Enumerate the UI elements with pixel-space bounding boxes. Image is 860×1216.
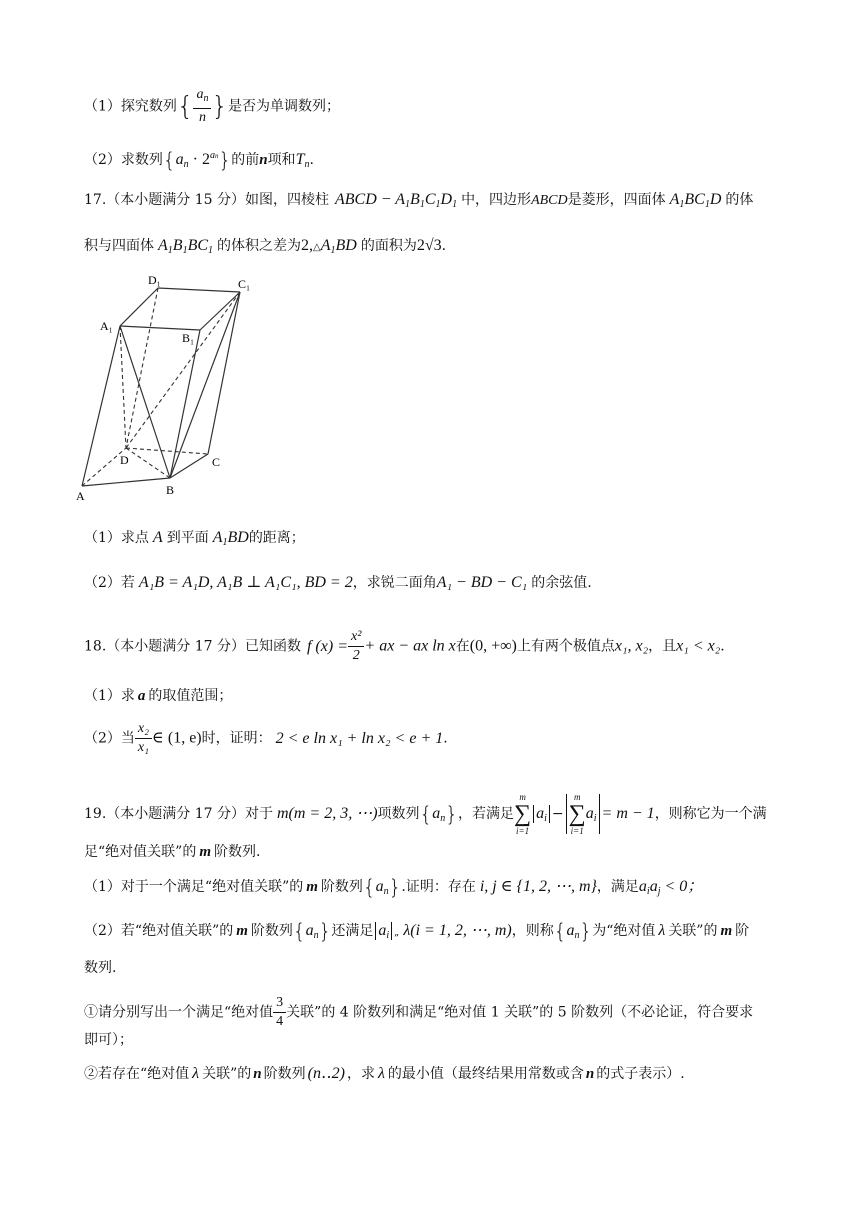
edge-A1D1 [120,288,158,326]
edge-DD1 [126,288,158,448]
edge-BB1 [170,330,200,478]
edge-D1C1 [158,288,240,292]
q19-product: $a_ia_j$ [638,878,661,897]
q16-fraction: $\frac{a_n}{n}$ [193,86,211,127]
q19-c1-cont: 即可）； [84,1032,133,1048]
q16-part1 [84,86,340,127]
edge-C1B [170,292,240,478]
q19-line1: 19.（本小题满分 17 分）对于 m(m = 2, 3, ⋯)项数列$\{a_n\}$，若满足m ∑ $i=1a_i -m$ ∑ $i=1a_i = m - 1$，则称它为一个满 [84,792,767,836]
edge-DC [126,448,208,454]
q17-part2: （2）若 A₁B = A₁D, A₁B ⊥ A₁C₁, BD = 2，求锐二面角A₁ − BD − C₁ 的余弦值. [84,574,592,591]
edge-AB [82,478,170,486]
right-brace: } [211,91,229,122]
prism-figure [70,268,270,510]
q16-part1-suffix: 是否为单调数列； [228,98,341,115]
q16-part2: （2）求数列$\{a_n \cdot 2^{an}\}$的前n项和$T_n$. [84,148,314,172]
edge-BC [170,454,208,478]
q16-part1-prefix: （1）探究数列 [84,98,177,115]
label-D: D [120,453,129,467]
q18-part2-fraction: $\frac{\text{x₂}}{\text{x₁}}$ [135,720,152,757]
q19-cont: 数列. [84,960,117,976]
label-A: A [76,489,85,503]
edge-C1D [126,292,240,448]
edge-A1B1 [120,326,200,330]
q18-fraction: $\frac{\text{x²}}{2}$ [348,628,364,665]
left-brace: { [176,91,194,122]
sum-abs: m ∑ i=1 [514,792,532,836]
q17-line2: 积与四面体 $A_1B_1BC_1$ 的体积之差为$2,\triangle A_1BD$ 的面积为2√3. [84,237,447,256]
edge-CC1 [208,292,240,454]
label-B: B [166,483,175,497]
q16-seq-expr: $a_n \cdot 2^{an}$ [175,150,219,170]
edge-DB [126,448,170,478]
q17-part1: （1）求点 A 到平面 $A_1BD$的距离； [84,529,305,548]
sum-plain: m ∑ i=1 [568,792,586,836]
q18-part1: （1）求 a 的取值范围； [84,688,233,704]
q16-Tn: $T_n$ [295,151,310,170]
label-C1: C₁ [238,277,251,291]
label-D1: D₁ [148,273,161,287]
label-A1: A₁ [100,319,113,333]
q19-part1: （1）对于一个满足“绝对值关联”的 m 阶数列$\{a_n\}$.证明：存在 i, j ∈ {1, 2, ⋯, m}，满足$a_ia_j < 0$； [84,875,704,899]
q19-c2: ②若存在“绝对值 λ 关联”的 n 阶数列 (n‥2) ，求 λ 的最小值（最终结果用常数或含 n 的式子表示）. [84,1065,685,1082]
edge-AA1 [82,326,120,486]
q19-line2: 足“绝对值关联”的 m 阶数列. [84,844,261,860]
q19-fraction: $\frac{3}{4}$ [273,994,286,1031]
edge-A1D [120,326,126,448]
q17-line1: 17.（本小题满分 15 分）如图，四棱柱 ABCD − $A_1B_1C_1D_1$ 中，四边形ABCD是菱形，四面体 $A_1BC_1D$ 的体 [84,191,754,210]
q18-part2: （2）当 $\frac{\text{x₂}}{\text{x₁}}$ ∈ (1, e)时，证明： 2 < e ln x₁ + ln x₂ < e + 1. [84,721,448,755]
label-C: C [212,455,221,469]
q19-c1: ①请分别写出一个满足“绝对值 $\frac{3}{4}$ 关联”的 4 阶数列和满足“绝对值 1 关联”的 5 阶数列（不必论证，符合要求 [84,995,754,1029]
q18-line1: 18.（本小题满分 17 分）已知函数 f (x) = $\frac{\text{x²}}{2}$ + ax − ax ln x在(0, +∞)上有两个极值点x₁, x₂，且x₁ < x₂. [84,629,725,663]
q19-part2: （2）若“绝对值关联”的 m 阶数列$\{a_n\}$还满足 $a_i$ „ λ(i = 1, 2, ⋯, m)，则称$\{a_n\}$为“绝对值 λ 关联”的 m 阶 [84,919,750,943]
label-B1: B₁ [182,331,195,345]
